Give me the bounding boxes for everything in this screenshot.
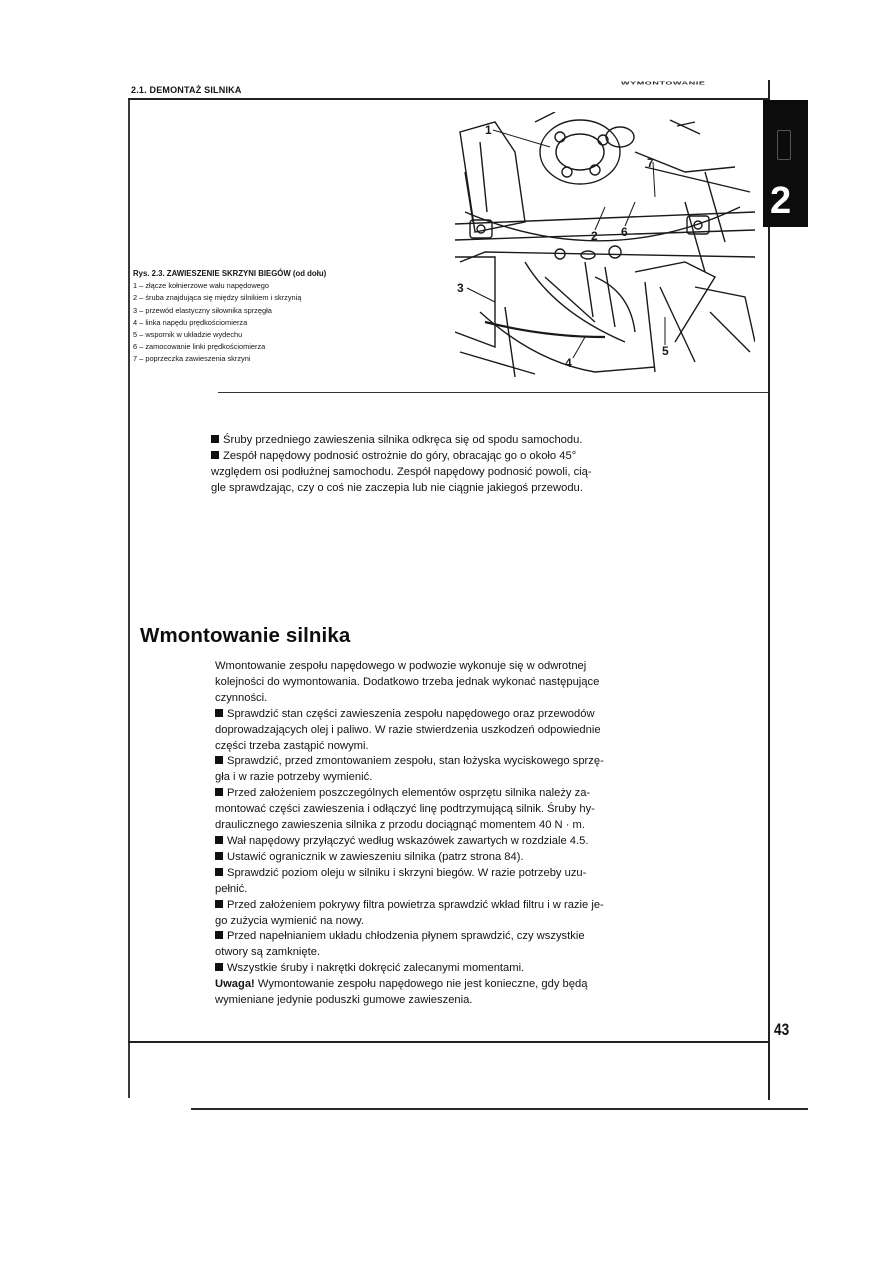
engine-icon bbox=[777, 130, 791, 160]
bullet-icon bbox=[211, 451, 219, 459]
bullet-icon bbox=[215, 900, 223, 908]
margin-rule bbox=[768, 80, 770, 1100]
gearbox-mount-illustration bbox=[455, 112, 755, 387]
callout-5: 5 bbox=[662, 344, 669, 358]
figure-divider bbox=[218, 392, 768, 393]
bullet-icon bbox=[211, 435, 219, 443]
running-head-section: 2.1. DEMONTAŻ SILNIKA bbox=[131, 85, 242, 95]
bullet-icon bbox=[215, 709, 223, 717]
bullet-icon bbox=[215, 836, 223, 844]
removal-steps: Śruby przedniego zawieszenia silnika odkręca się od spodu samochodu. Zespół napędowy podnosić ostrożnie do góry, obracając go o około 45° względem osi podłużnej samochodu. Zespół napędowy podnosić powoli, cią- gle sprawdzając, czy o coś nie zaczepia lub nie ciągnie jakiegoś przewodu. bbox=[211, 434, 592, 494]
legend-item: 5 – wspornik w układzie wydechu bbox=[133, 330, 243, 340]
chapter-thumb-tab bbox=[763, 100, 808, 227]
legend-item: 2 – śruba znajdująca się między silnikiem i skrzynią bbox=[133, 293, 302, 303]
legend-item: 7 – poprzeczka zawieszenia skrzyni bbox=[133, 354, 251, 364]
bullet-icon bbox=[215, 931, 223, 939]
installation-steps: Wmontowanie zespołu napędowego w podwozie wykonuje się w odwrotnej kolejności do wymontowania. Dodatkowo trzeba jednak wykonać następujące czynności. Sprawdzić stan części zawieszenia zespołu napędowego oraz przewodów doprowadzających olej i paliwo. W razie stwierdzenia uszkodzeń odpowiednie części trzeba zastąpić nowymi. Sprawdzić, przed zmontowaniem zespołu, stan łożyska wyciskowego sprzę- gła i w razie potrzeby wymienić. Przed założeniem poszczególnych elementów osprzętu silnika należy za- montować części zawieszenia i odłączyć linę podtrzymującą silnik. Śruby hy- draulicznego zawieszenia silnika z przodu dociągnąć momentem 40 N · m. Wał napędowy przyłączyć według wskazówek zawartych w rozdziale 4.5. Ustawić ogranicznik w zawieszeniu silnika (patrz strona 84). Sprawdzić poziom oleju w silniku i skrzyni biegów. W razie potrzeby uzu- pełnić. Przed założeniem pokrywy filtra powietrza sprawdzić wkład filtru i w razie je- go zużycia wymienić na nowy. Przed napełnianiem układu chłodzenia płynem sprawdzić, czy wszystkie otwory są zamknięte. Wszystkie śruby i nakrętki dokręcić zalecanymi momentami. Uwaga! Wymontowanie zespołu napędowego nie jest konieczne, gdy będą wymieniane jedynie poduszki gumowe zawieszenia. bbox=[215, 660, 604, 1007]
legend-item: 1 – złącze kołnierzowe wału napędowego bbox=[133, 281, 269, 291]
removal-step-1: Śruby przedniego zawieszenia silnika odkręca się od spodu samochodu. bbox=[211, 433, 592, 449]
header-rule bbox=[128, 98, 768, 100]
note: Uwaga! Wymontowanie zespołu napędowego nie jest konieczne, gdy będą bbox=[215, 978, 588, 991]
callout-1: 1 bbox=[485, 123, 492, 137]
note-label: Uwaga! bbox=[215, 978, 255, 991]
callout-7: 7 bbox=[647, 156, 654, 170]
legend-item: 4 – linka napędu prędkościomierza bbox=[133, 317, 248, 327]
scan-bottom-edge bbox=[191, 1108, 808, 1110]
bullet-icon bbox=[215, 788, 223, 796]
bullet-icon bbox=[215, 868, 223, 876]
scan-left-edge bbox=[128, 98, 130, 1098]
callout-3: 3 bbox=[457, 281, 464, 295]
footer-rule bbox=[128, 1041, 768, 1043]
removal-step-2: Zespół napędowy podnosić ostrożnie do góry, obracając go o około 45° bbox=[211, 449, 592, 465]
page-number: 43 bbox=[774, 1020, 790, 1039]
callout-6: 6 bbox=[621, 225, 628, 239]
legend-item: 3 – przewód elastyczny siłownika sprzęgła bbox=[133, 305, 272, 315]
caption-title: Rys. 2.3. ZAWIESZENIE SKRZYNI BIEGÓW (od dołu) bbox=[133, 269, 327, 278]
bullet-icon bbox=[215, 852, 223, 860]
chapter-number: 2 bbox=[770, 180, 792, 222]
callout-2: 2 bbox=[591, 229, 598, 243]
running-head-chapter: WYMONTOWANIE bbox=[621, 80, 706, 86]
legend-item: 6 – zamocowanie linki prędkościomierza bbox=[133, 342, 266, 352]
figure-caption bbox=[133, 268, 326, 366]
callout-4: 4 bbox=[565, 356, 572, 370]
section-title: Wmontowanie silnika bbox=[140, 624, 351, 647]
bullet-icon bbox=[215, 963, 223, 971]
bullet-icon bbox=[215, 756, 223, 764]
